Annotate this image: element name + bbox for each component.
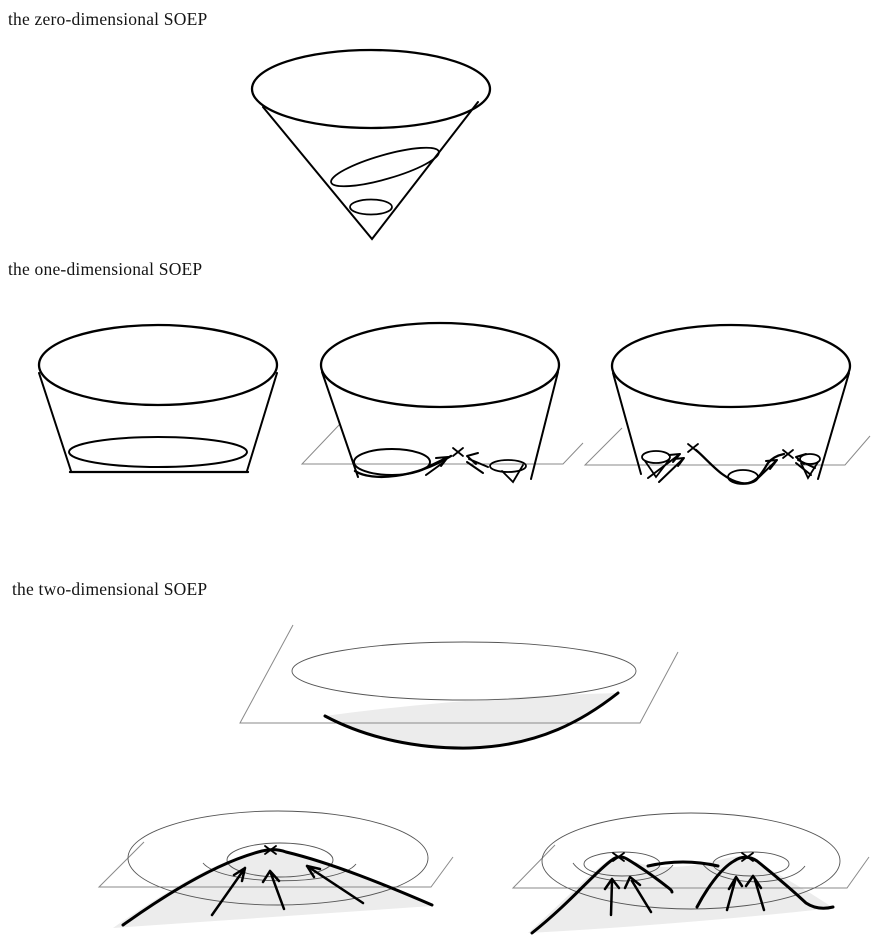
label-two-dimensional-soep: the two-dimensional SOEP [12,579,208,599]
cone-top-ellipse [252,50,490,128]
bucket-left [39,325,277,472]
flow-arrows-to-x1 [648,454,684,482]
cone-inner-ellipse-large [328,140,442,194]
bucket-right-top-ellipse [612,325,850,407]
figure-two-dimensional-bowl [240,625,678,748]
figure-zero-dimensional-cone [252,50,490,239]
bucket-left-top-ellipse [39,325,277,405]
label-one-dimensional-soep: the one-dimensional SOEP [8,259,203,279]
bucket-right [585,325,870,484]
flow-arrow-to-x2-left [756,460,777,480]
cone-inner-ellipse-small [350,200,392,215]
bucket-middle [302,323,583,482]
bucket-middle-top-ellipse [321,323,559,407]
bucket-middle-dimple-right-cone [502,465,523,482]
figure-one-dimensional-row [39,323,870,484]
bowl-level-ellipse [292,642,636,700]
saddle-thick-curve [648,862,718,866]
bucket-left-inner-ellipse [69,437,247,467]
figure-two-dimensional-two-peaks [513,813,869,933]
bucket-left-sides [39,373,277,471]
flow-arrow-right [467,453,488,473]
hill-surface-fill [113,849,432,928]
figure-two-dimensional-one-peak [99,811,453,928]
bucket-right-dip-ellipse [728,470,758,484]
cone-sides [263,102,478,239]
label-zero-dimensional-soep: the zero-dimensional SOEP [8,9,208,29]
x-mark [453,448,463,456]
